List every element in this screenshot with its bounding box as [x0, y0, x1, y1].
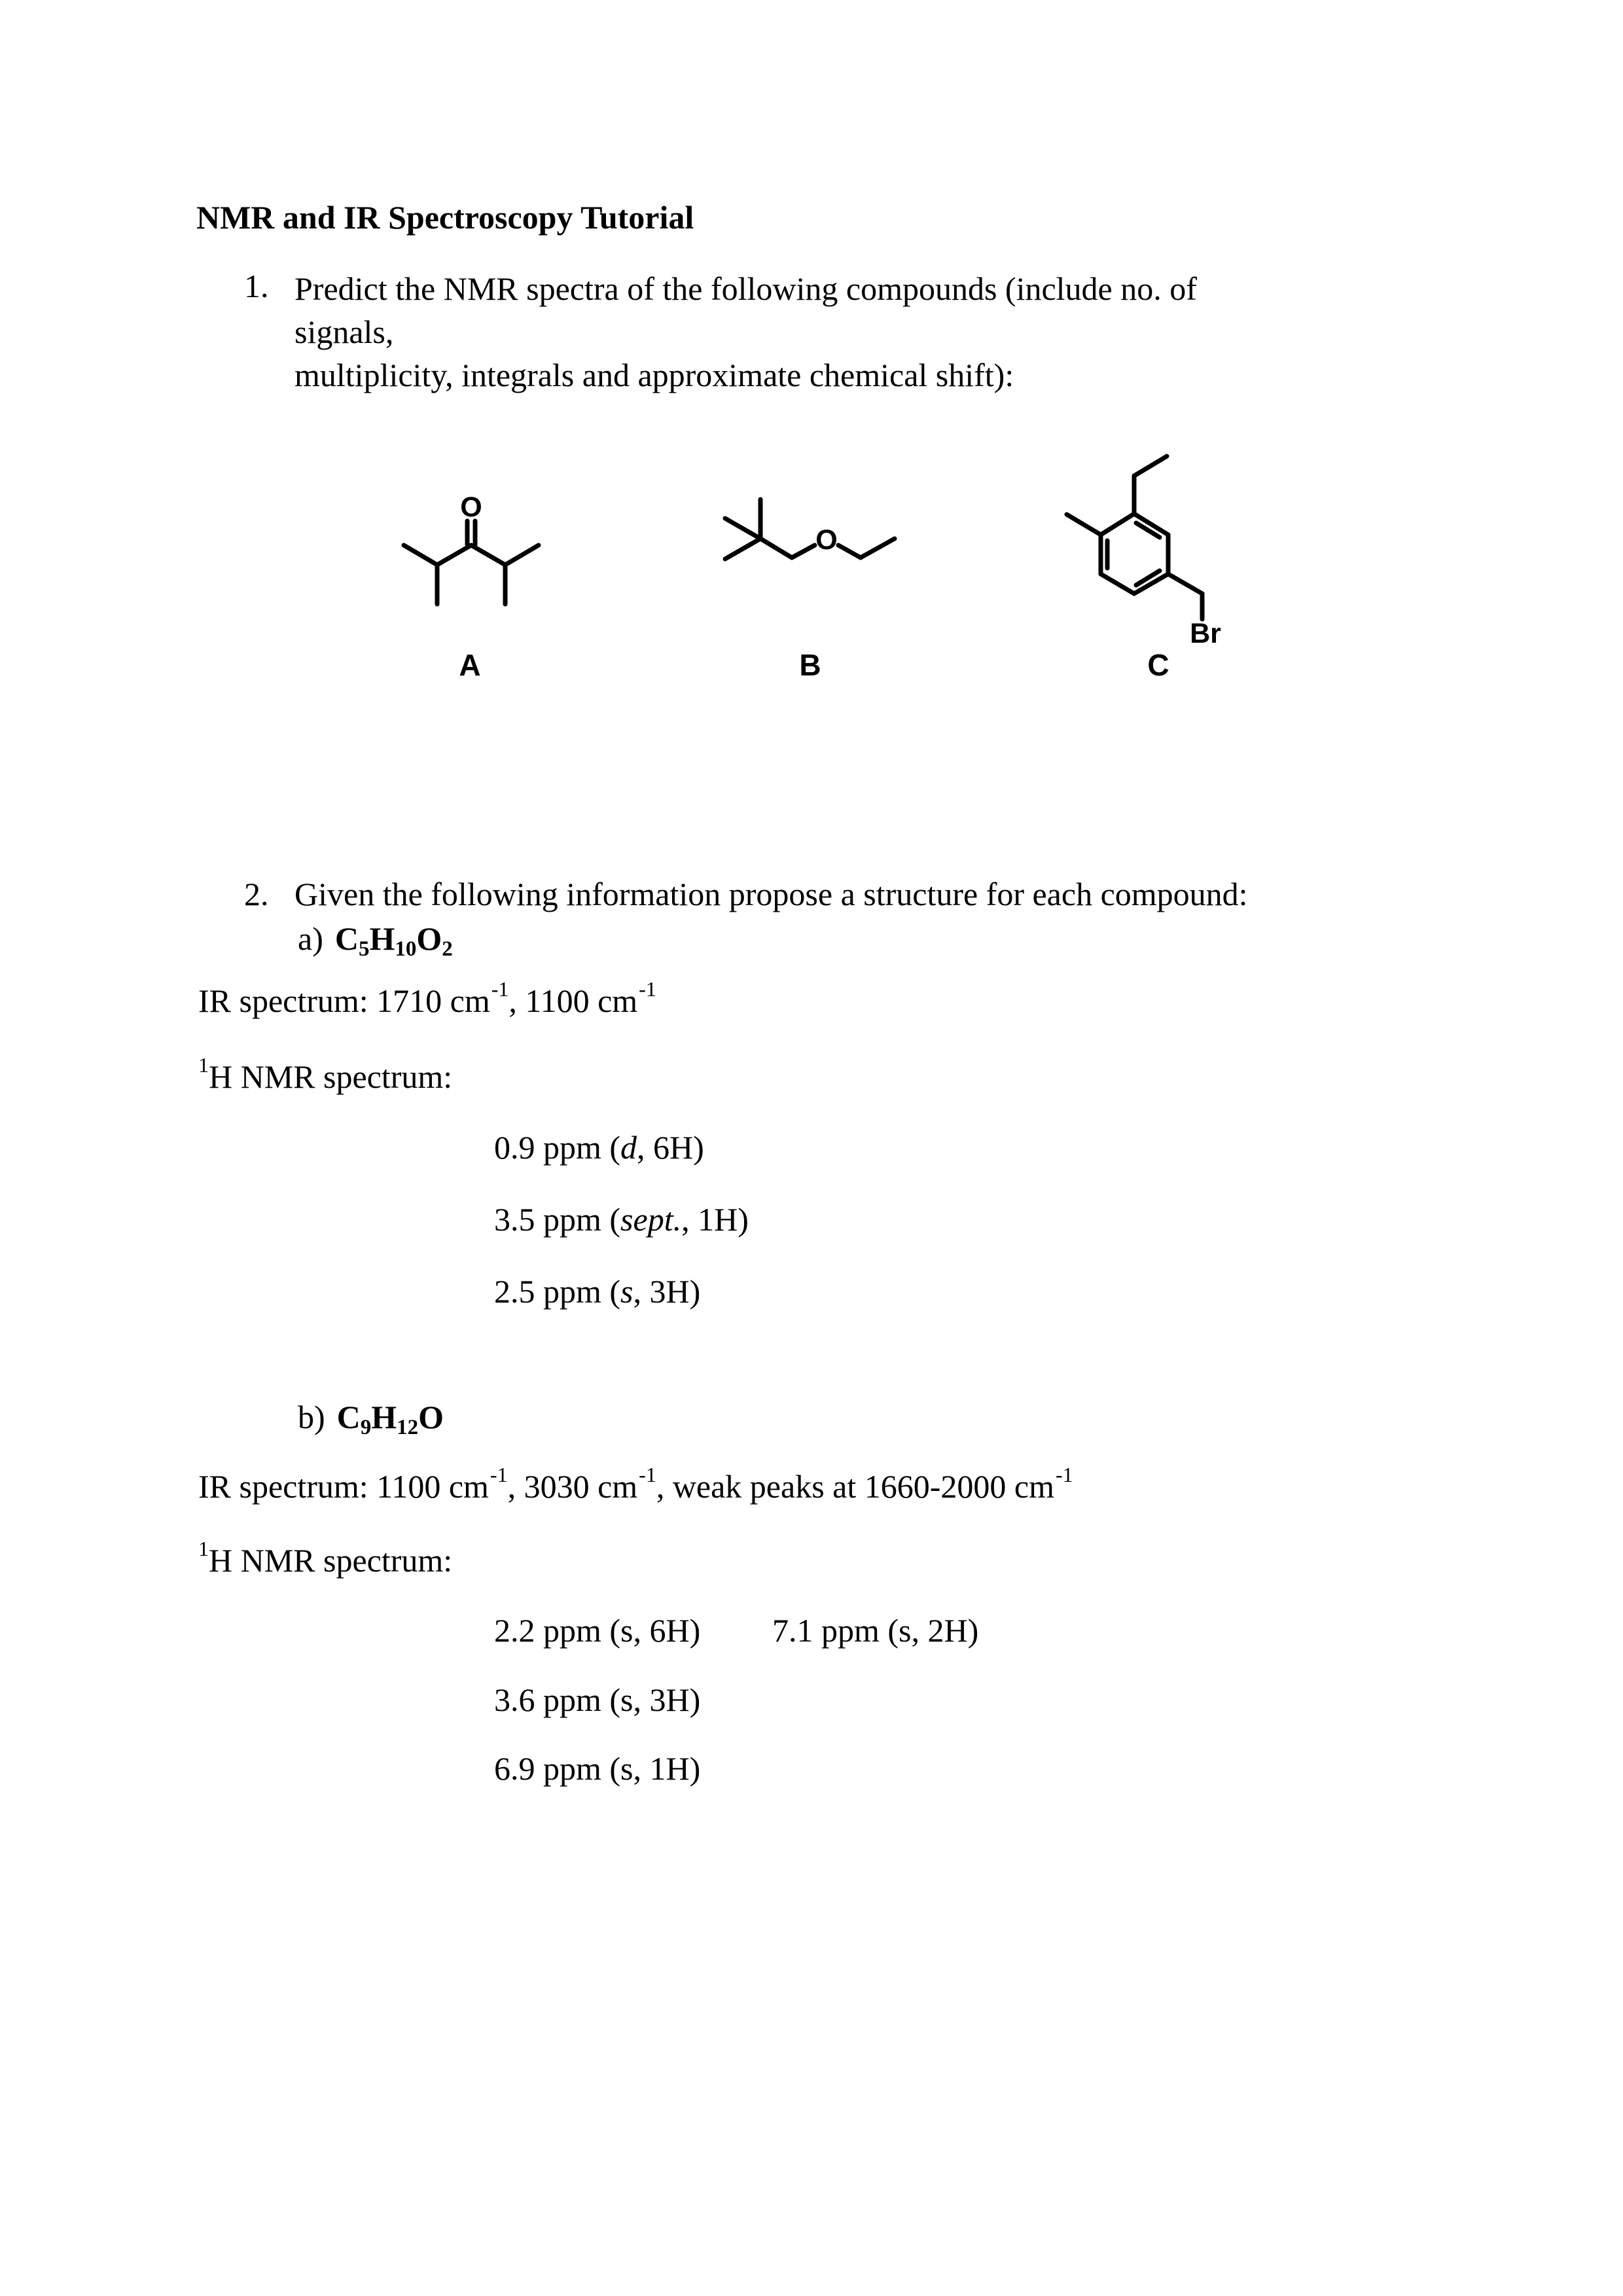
- part-b-molecular-formula: C9H12O: [336, 1399, 444, 1440]
- bond: [725, 539, 760, 559]
- bond: [861, 539, 895, 558]
- part-b-label: b): [298, 1399, 325, 1435]
- part-a-formula-line: [298, 920, 453, 961]
- page-title: NMR and IR Spectroscopy Tutorial: [196, 199, 694, 236]
- structure-b-bonds: [725, 499, 895, 559]
- methyl-group-bond: [1067, 514, 1101, 535]
- structure-a-bonds: [404, 521, 539, 604]
- structure-b-label: B: [799, 648, 821, 682]
- bond: [1101, 574, 1134, 594]
- nmr-peak-secondary: 7.1 ppm (s, 2H): [772, 1612, 979, 1649]
- nmr-peak-row: 3.5 ppm (sept., 1H): [494, 1201, 749, 1238]
- bond: [1134, 456, 1167, 476]
- bond: [838, 545, 861, 558]
- structure-b-diagram: [694, 458, 929, 687]
- bond: [1168, 574, 1202, 594]
- bromine-atom-label: Br: [1190, 618, 1221, 649]
- part-a-molecular-formula: C5H10O2: [334, 920, 453, 961]
- oxygen-atom-label: O: [815, 524, 838, 556]
- structure-a-label: A: [459, 648, 481, 682]
- part-b-formula-line: [298, 1398, 444, 1440]
- ethyl-group: [1134, 456, 1167, 514]
- structure-a-diagram: [366, 471, 576, 687]
- bond: [760, 539, 792, 558]
- oxygen-atom-label: O: [460, 492, 482, 523]
- part-a-ir-spectrum-line: IR spectrum: 1710 $cm^{-1}$, 1100 $cm^{-1}$: [198, 977, 656, 1019]
- nmr-peak-row: 2.5 ppm (s, 3H): [494, 1273, 701, 1310]
- part-a-label: a): [298, 920, 323, 957]
- part-b-nmr-spectrum-label: $^1$H NMR spectrum:: [198, 1537, 453, 1579]
- bond: [725, 518, 760, 539]
- part-a-nmr-spectrum-label: $^1$H NMR spectrum:: [198, 1053, 453, 1095]
- bond: [404, 545, 437, 565]
- question-2-text: Given the following information propose a structure for each compound:: [294, 876, 1248, 912]
- bromomethyl-group: [1168, 574, 1202, 619]
- question-1-text: Predict the NMR spectra of the following compounds (include no. of signals, multiplicity, integrals and approximate chemical shift):: [294, 270, 1197, 393]
- question-2-number: 2.: [244, 876, 269, 912]
- bond: [792, 545, 815, 558]
- bond: [437, 545, 471, 565]
- benzene-ring: [1101, 514, 1168, 594]
- nmr-peak-row: 0.9 ppm (d, 6H): [494, 1129, 704, 1166]
- bond: [1101, 514, 1134, 535]
- nmr-peak-row: 3.6 ppm (s, 3H): [494, 1681, 701, 1718]
- part-b-ir-spectrum-line: IR spectrum: 1100 $cm^{-1}$, 3030 $cm^{-1}$, weak peaks at 1660-2000 $cm^{-1}$: [198, 1463, 1073, 1505]
- structure-c-label: C: [1147, 648, 1169, 682]
- bond: [505, 545, 539, 565]
- structure-c-diagram: [1034, 432, 1270, 687]
- bond: [471, 545, 505, 565]
- question-1-number: 1.: [244, 268, 269, 304]
- nmr-peak-row: 2.2 ppm (s, 6H) 7.1 ppm (s, 2H): [494, 1612, 979, 1649]
- nmr-peak-row: 6.9 ppm (s, 1H): [494, 1750, 701, 1787]
